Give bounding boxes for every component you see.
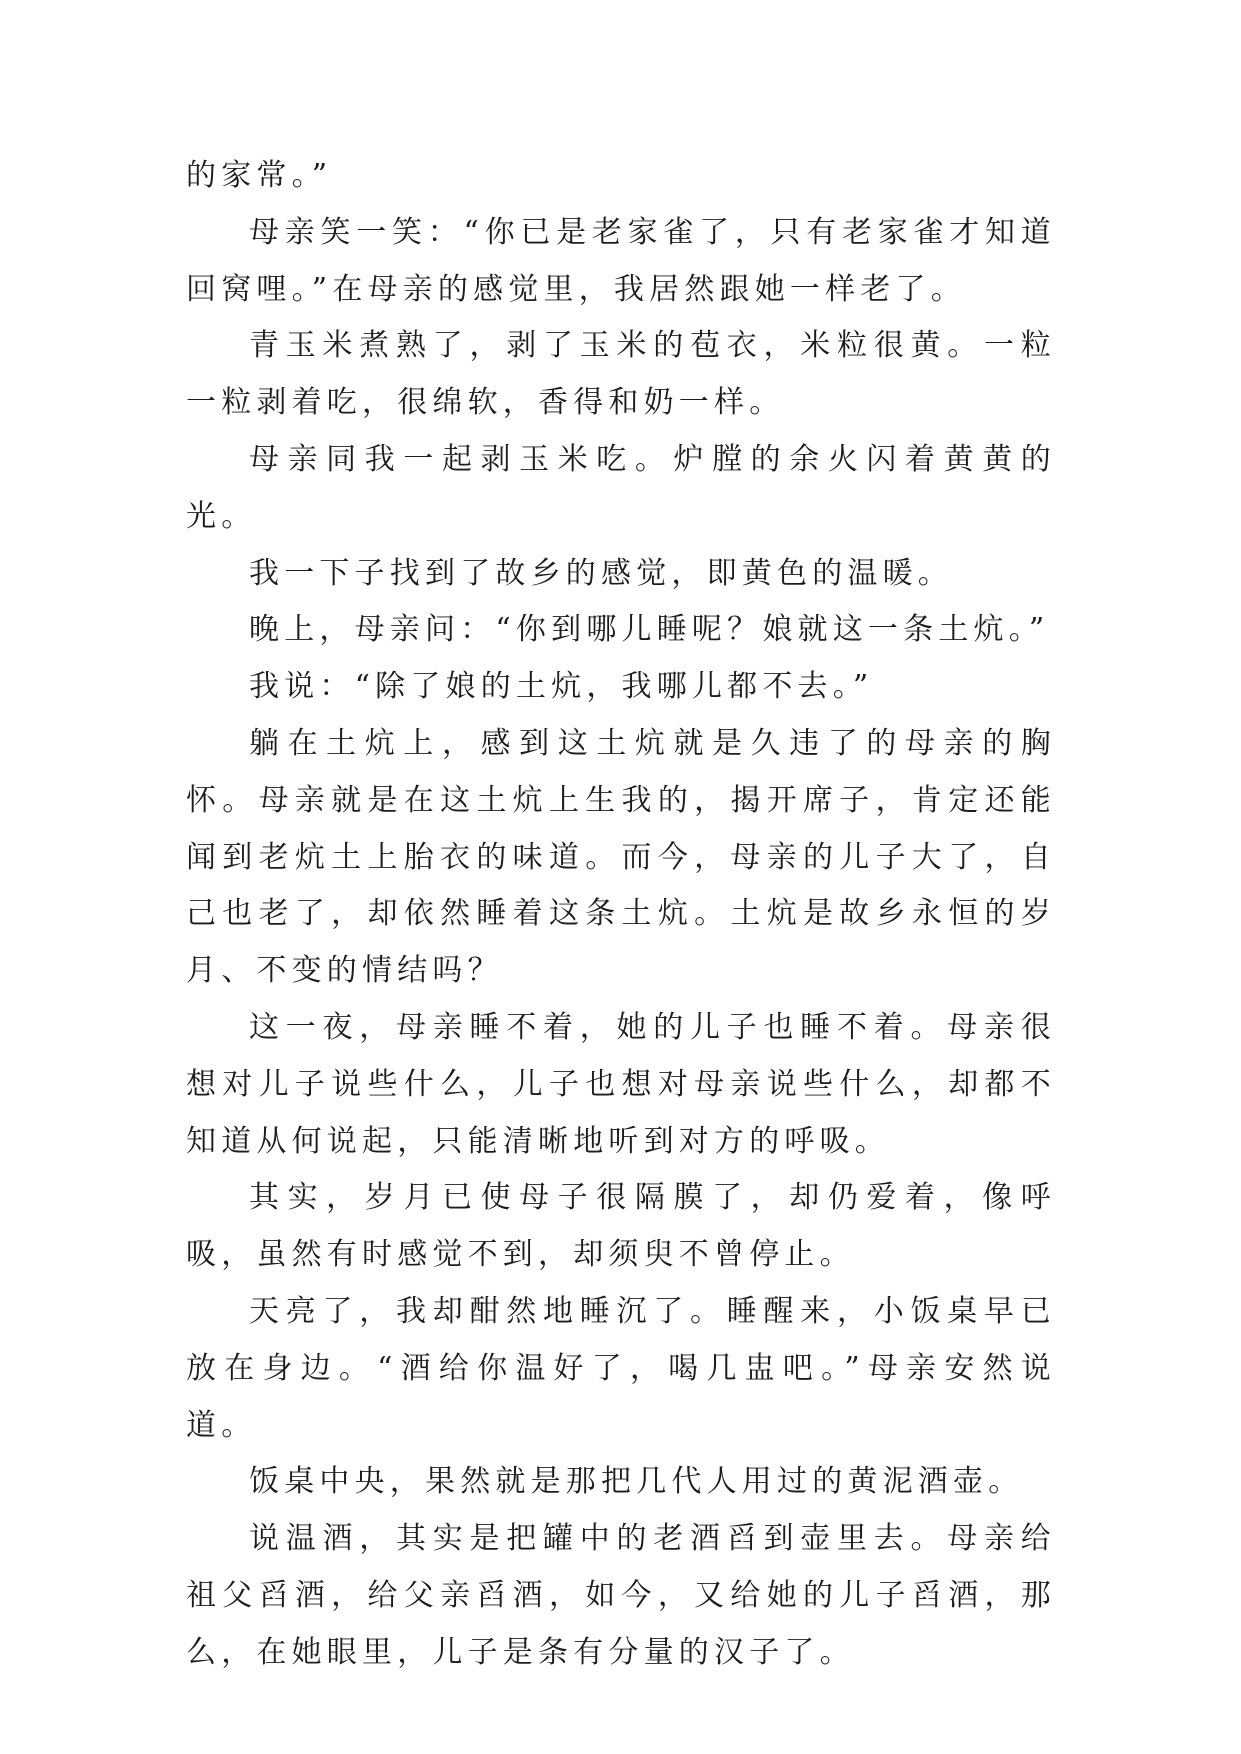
paragraph: 我说：“除了娘的土炕，我哪儿都不去。”: [249, 669, 874, 705]
paragraph: 这一夜，母亲睡不着，她的儿子也睡不着。母亲很想对儿子说些什么，儿子也想对母亲说些什么，却都不知道从何说起，只能清晰地听到对方的呼吸。: [186, 1009, 1056, 1159]
paragraph: 天亮了，我却酣然地睡沉了。睡醒来，小饭桌早已放在身边。“酒给你温好了，喝几盅吧。”母亲安然说道。: [186, 1293, 1056, 1443]
paragraph: 说温酒，其实是把罐中的老酒舀到壶里去。母亲给祖父舀酒，给父亲舀酒，如今，又给她的儿子舀酒，那么，在她眼里，儿子是条有分量的汉子了。: [186, 1521, 1056, 1670]
body-text: [186, 148, 1071, 1682]
paragraph: 青玉米煮熟了，剥了玉米的苞衣，米粒很黄。一粒 一粒剥着吃，很绵软，香得和奶一样。: [186, 328, 1071, 421]
paragraph: 母亲同我一起剥玉米吃。炉膛的余火闪着黄黄的光。: [186, 441, 1056, 534]
paragraph: 躺在土炕上，感到这土炕就是久违了的母亲的胸怀。母亲就是在这土炕上生我的，揭开席子，肯定还能闻到老炕土上胎衣的味道。而今，母亲的儿子大了，自己也老了，却依然睡着这条土炕。土炕是故乡永恒的岁月、不变的情结吗？: [186, 725, 1056, 989]
paragraph: 晚上，母亲问：“你到哪儿睡呢？娘就这一条土炕。”: [249, 612, 1050, 648]
paragraph: 我一下子找到了故乡的感觉，即黄色的温暖。: [249, 555, 953, 591]
paragraph: 母亲笑一笑：“你已是老家雀了，只有老家雀才知道回窝哩。”在母亲的感觉里，我居然跟她一样老了。: [186, 214, 1056, 307]
paragraph: 其实，岁月已使母子很隔膜了，却仍爱着，像呼吸，虽然有时感觉不到，却须臾不曾停止。: [186, 1180, 1056, 1273]
paragraph-continued: 的家常。”: [186, 158, 333, 193]
paragraph: 饭桌中央，果然就是那把几代人用过的黄泥酒壶。: [249, 1464, 1024, 1500]
